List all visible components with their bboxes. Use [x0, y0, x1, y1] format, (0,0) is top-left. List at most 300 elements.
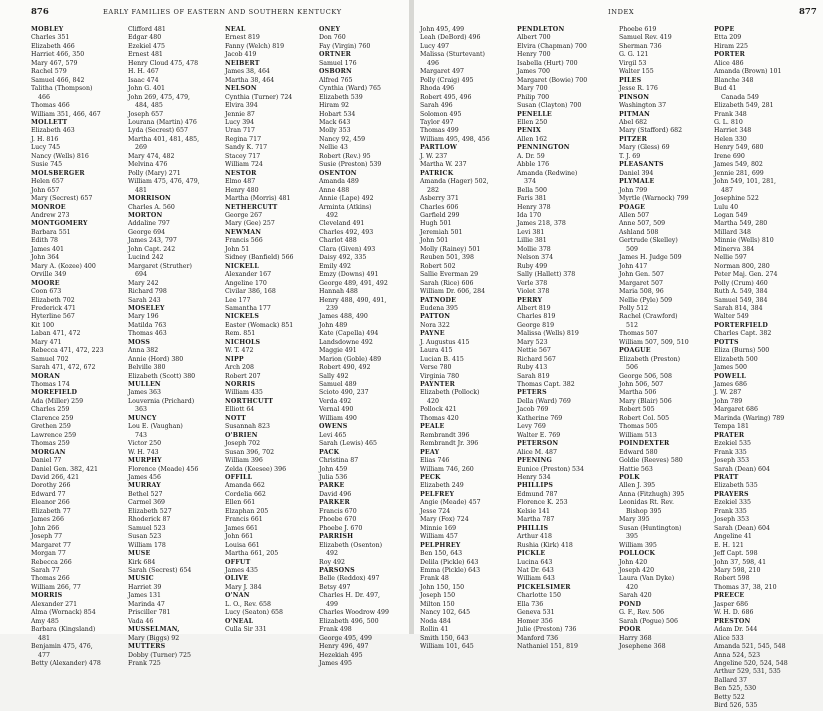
- index-entry: John 266: [31, 524, 60, 532]
- index-entry: Kelsie 141: [517, 507, 551, 515]
- index-surname-heading: NIPP: [225, 355, 244, 363]
- index-surname-heading: O'NAN: [225, 592, 250, 600]
- index-surname-heading: PARKE: [319, 482, 345, 490]
- index-surname-heading: MULLEN: [128, 381, 161, 389]
- index-entry: Sarah (Rice) 606: [420, 279, 474, 287]
- index-entry: William 495, 498, 456: [420, 135, 490, 143]
- right-page-number: 877: [799, 7, 817, 17]
- index-entry: William 351, 466, 467: [31, 110, 101, 118]
- index-entry: Anna 524, 523: [714, 651, 761, 659]
- right-page-header: [414, 7, 823, 19]
- index-surname-heading: MUSIC: [128, 575, 154, 583]
- index-entry: Norman 800, 280: [714, 262, 770, 270]
- index-entry: Sidney (Banfield) 566: [225, 254, 294, 262]
- index-entry: Kit 100: [31, 321, 55, 329]
- index-entry: William 435: [225, 389, 263, 397]
- index-entry: Arminta (Atkins): [319, 203, 372, 211]
- index-entry: James 218, 378: [517, 220, 566, 228]
- index-entry: George 694: [128, 228, 166, 236]
- index-entry: Margaret 497: [420, 68, 464, 76]
- index-entry: Thomas 266: [31, 575, 70, 583]
- index-entry: Robert 490, 492: [319, 364, 371, 372]
- index-entry: John 495, 499: [420, 26, 465, 33]
- index-entry: Isabella (Hurt) 700: [517, 59, 578, 67]
- index-entry: Noda 484: [420, 617, 451, 625]
- index-entry: Hiram 92: [319, 102, 350, 110]
- index-entry: Frank 498: [319, 626, 352, 634]
- index-entry: Kate (Capella) 494: [319, 330, 379, 338]
- index-entry: James 131: [128, 592, 161, 600]
- index-surname-heading: NEIBERT: [225, 59, 260, 67]
- index-surname-heading: PLYMALE: [619, 178, 655, 186]
- index-surname-heading: OLIVE: [225, 575, 249, 583]
- index-entry: Elizabeth 500: [714, 355, 758, 363]
- index-entry: Rushia (Kirk) 418: [517, 541, 573, 549]
- index-entry: Belville 380: [128, 364, 166, 372]
- index-entry-continuation: 509: [626, 245, 638, 253]
- index-entry: Charles H. Dr. 497,: [319, 592, 381, 600]
- index-entry: Benjamin 475, 476,: [31, 643, 93, 651]
- index-entry: Charles A. 560: [128, 203, 175, 211]
- index-entry: Allen 507: [619, 211, 650, 219]
- index-surname-heading: NESTOR: [225, 169, 257, 177]
- index-entry: Smith 150, 643: [420, 634, 469, 642]
- index-entry: Stacey 717: [225, 152, 261, 160]
- index-entry: Elizabeth 496, 500: [319, 617, 379, 625]
- index-surname-heading: NICKELS: [225, 313, 260, 321]
- left-page-header: [0, 7, 409, 19]
- index-entry: Sarah 814, 384: [714, 304, 763, 312]
- index-entry: Frederick 471: [31, 304, 76, 312]
- index-entry: Mary 242: [128, 279, 159, 287]
- index-entry: Bud 41: [714, 85, 737, 93]
- index-entry: Mary (Stafford) 682: [619, 127, 683, 135]
- index-entry: W. H. 743: [128, 448, 159, 456]
- index-surname-heading: PFENING: [517, 457, 552, 465]
- index-surname-heading: PILES: [619, 76, 642, 84]
- index-entry: Frank 48: [420, 575, 449, 583]
- index-entry: Ella 736: [517, 600, 544, 608]
- index-entry: Don 760: [319, 34, 346, 42]
- index-entry: Lulu 40: [714, 203, 739, 211]
- index-entry: Elizabeth 549, 281: [714, 102, 774, 110]
- index-entry: John 506, 507: [619, 381, 664, 389]
- index-entry: Adam Dr. 544: [714, 626, 758, 634]
- index-surname-heading: MUSE: [128, 550, 151, 558]
- index-entry: Levi 381: [517, 228, 545, 236]
- index-entry: John G. 401: [128, 85, 165, 93]
- index-entry-continuation: 477: [38, 651, 50, 659]
- index-entry: Lucina 643: [517, 558, 553, 566]
- index-entry: William Dr. 606, 284: [420, 288, 486, 296]
- index-entry: Martha 401, 481, 485,: [128, 135, 200, 143]
- index-entry: Henry 549, 680: [714, 144, 764, 152]
- index-surname-heading: OSBORN: [319, 68, 352, 76]
- left-running-head: EARLY FAMILIES OF EASTERN AND SOUTHERN KENTUCKY: [103, 8, 342, 16]
- index-surname-heading: OSENTON: [319, 169, 357, 177]
- index-entry: Amanda (Redwine): [517, 169, 578, 177]
- index-entry: Margaret (Struther): [128, 262, 192, 270]
- index-entry: Albert 819: [517, 304, 551, 312]
- index-surname-heading: PREECE: [714, 592, 745, 600]
- index-surname-heading: PETERS: [517, 389, 547, 397]
- index-entry: Ezekiel 335: [714, 499, 751, 507]
- index-entry: Robert (Rev.) 95: [319, 152, 371, 160]
- index-entry: Abble 176: [517, 161, 550, 169]
- index-entry: Thomas 420: [420, 414, 459, 422]
- index-entry: Marinda (Waring) 789: [714, 414, 785, 422]
- index-entry: Elias 746: [420, 457, 450, 465]
- index-entry: Ada (Miller) 259: [31, 397, 84, 405]
- index-entry: G. G. 121: [619, 51, 649, 59]
- index-surname-heading: PECK: [420, 474, 441, 482]
- index-entry: Faris 381: [517, 195, 547, 203]
- index-entry: James 549, 802: [714, 161, 763, 169]
- index-entry: Lucy 394: [225, 118, 255, 126]
- index-entry: Emzy (Downs) 491: [319, 271, 379, 279]
- index-entry: A. Dr. 59: [517, 152, 545, 160]
- index-entry: Samuel 702: [31, 355, 69, 363]
- index-entry: Samuel 549, 384: [714, 296, 768, 304]
- index-entry: Roy 492: [319, 558, 345, 566]
- right-index-column-1: [420, 26, 512, 651]
- index-entry: Verse 780: [420, 364, 452, 372]
- index-entry: Mollie 378: [517, 245, 551, 253]
- index-entry: L. O., Rev. 658: [225, 600, 271, 608]
- index-entry-continuation: 420: [427, 397, 439, 405]
- index-entry: Anna (Fitzhugh) 395: [619, 490, 685, 498]
- index-entry: Thomas 37, 38, 210: [714, 583, 777, 591]
- index-surname-heading: MUNCY: [128, 414, 157, 422]
- index-entry-continuation: 694: [135, 271, 147, 279]
- left-page: [0, 0, 409, 667]
- index-entry: Alexander 271: [31, 600, 78, 608]
- index-entry: Alma (Wornack) 854: [31, 609, 96, 617]
- index-entry: Annie (Hord) 380: [128, 355, 184, 363]
- index-entry: Levi 465: [319, 431, 347, 439]
- index-entry: Mary (Blair) 506: [619, 397, 672, 405]
- index-surname-heading: MORAN: [31, 372, 61, 380]
- index-entry: Andrew 273: [31, 211, 70, 219]
- index-entry: Sarah (Dean) 604: [714, 465, 770, 473]
- index-entry: Rebecca 471, 472, 223: [31, 347, 104, 355]
- index-entry: Kirk 684: [128, 558, 156, 566]
- index-entry: Elizabeth (Preston): [619, 355, 681, 363]
- index-entry: Hattie 563: [619, 465, 653, 473]
- index-entry: Martha (Morris) 481: [225, 195, 291, 203]
- index-entry: John 364: [31, 254, 60, 262]
- index-entry: Mary 523: [517, 338, 548, 346]
- index-entry: Levy 769: [517, 423, 546, 431]
- index-entry: Hyterline 567: [31, 313, 75, 321]
- index-surname-heading: NETHERCUTT: [225, 203, 278, 211]
- index-entry: James 488, 490: [319, 313, 368, 321]
- index-entry: Bella 500: [517, 186, 547, 194]
- index-entry: Angie (Meade) 457: [420, 499, 481, 507]
- index-entry: George 267: [225, 211, 263, 219]
- index-entry-continuation: 481: [38, 634, 50, 642]
- index-entry: Rachel (Crawford): [619, 313, 678, 321]
- index-surname-heading: MOSS: [128, 338, 151, 346]
- index-entry: H. H. 467: [128, 68, 159, 76]
- index-entry: James 363: [128, 389, 161, 397]
- index-entry: Mary (Fox) 724: [420, 516, 469, 524]
- index-entry: Laban 471, 472: [31, 330, 81, 338]
- index-entry: Laura 415: [420, 347, 453, 355]
- index-entry: Walter 549: [714, 313, 749, 321]
- index-entry: William 513: [619, 431, 657, 439]
- index-entry: Jeff Capt. 598: [714, 550, 758, 558]
- index-entry: Lucy 745: [31, 144, 61, 152]
- index-entry: Martha 661, 205: [225, 550, 279, 558]
- index-entry: David 266, 421: [31, 474, 80, 482]
- index-entry: Ernest 819: [225, 34, 260, 42]
- index-entry: Charles 492, 493: [319, 228, 374, 236]
- index-entry: Angeline 41: [714, 533, 752, 541]
- index-entry: Jeremiah 501: [420, 228, 463, 236]
- index-entry: Amanda 662: [225, 482, 265, 490]
- index-entry: Sarah (Lewis) 465: [319, 440, 377, 448]
- index-entry: Ashland 508: [619, 228, 659, 236]
- index-entry: Susie (Preston) 539: [319, 161, 382, 169]
- index-surname-heading: PATRICK: [420, 169, 454, 177]
- index-entry: Daniel Gen. 382, 421: [31, 465, 98, 473]
- index-entry: Betsy 497: [319, 583, 351, 591]
- index-entry: Margaret (Bowie) 700: [517, 76, 588, 84]
- index-entry: Charlotte 150: [517, 592, 561, 600]
- index-entry-continuation: 743: [135, 431, 147, 439]
- index-surname-heading: O'BRIEN: [225, 431, 258, 439]
- index-entry: John 661: [225, 533, 254, 541]
- index-surname-heading: PATTON: [420, 313, 451, 321]
- index-entry: Joseph 702: [225, 440, 261, 448]
- index-surname-heading: PACK: [319, 448, 340, 456]
- index-entry: Martha 549, 280: [714, 220, 768, 228]
- index-surname-heading: PETERSON: [517, 440, 559, 448]
- index-entry: Landsdowne 492: [319, 338, 373, 346]
- index-entry: Alexander 167: [225, 271, 272, 279]
- index-entry: Ezekiel 475: [128, 42, 165, 50]
- index-entry: James 456: [128, 474, 161, 482]
- index-entry: Mary J. 384: [225, 583, 262, 591]
- index-entry-continuation: Canada 549: [721, 93, 759, 101]
- index-entry: Charles Woodrow 499: [319, 609, 389, 617]
- index-entry: Susan (Clayton) 700: [517, 102, 582, 110]
- index-entry: Sarah 496: [420, 102, 453, 110]
- index-entry: Rebecca 266: [31, 558, 72, 566]
- left-index-column-2: [128, 26, 218, 667]
- index-entry: Florence (Meade) 456: [128, 465, 199, 473]
- index-entry: Lucind 242: [128, 254, 164, 262]
- index-entry: Virginia 780: [420, 372, 460, 380]
- index-entry: Dobby (Turner) 725: [128, 651, 191, 659]
- index-entry: Phoebe 619: [619, 26, 657, 33]
- index-entry: Walter E. 769: [517, 431, 561, 439]
- index-entry: Matilda 763: [128, 321, 167, 329]
- index-entry: Nelson 374: [517, 254, 554, 262]
- index-entry: William 457: [420, 533, 458, 541]
- index-entry: Virgil 53: [619, 59, 647, 67]
- index-entry: Julia 536: [319, 474, 348, 482]
- index-entry: Elliott 64: [225, 406, 255, 414]
- index-entry: Nathaniel 151, 819: [517, 643, 578, 651]
- index-entry: Tempa 181: [714, 423, 749, 431]
- index-surname-heading: POLK: [619, 474, 640, 482]
- index-entry: Verle 378: [517, 279, 548, 287]
- index-entry: Uran 717: [225, 127, 255, 135]
- index-entry: Nellie (Pyle) 509: [619, 296, 673, 304]
- index-entry: Henry 480: [225, 186, 259, 194]
- index-entry: Mary 196: [128, 313, 159, 321]
- index-entry: James 686: [714, 381, 747, 389]
- index-surname-heading: PENDLETON: [517, 26, 565, 33]
- index-entry: Rem. 851: [225, 330, 256, 338]
- index-entry: Clifford 481: [128, 26, 166, 33]
- index-entry: Jesse 724: [420, 507, 451, 515]
- index-entry: Gertrude (Skelley): [619, 237, 678, 245]
- index-entry: Reuben 501, 398: [420, 254, 474, 262]
- index-entry: William 395: [619, 541, 657, 549]
- index-surname-heading: PRESTON: [714, 617, 751, 625]
- index-entry: Mary 474, 482: [128, 152, 175, 160]
- index-entry: Martha 787: [517, 516, 555, 524]
- index-entry: Lucian B. 415: [420, 355, 464, 363]
- index-entry: Polly (Mary) 271: [128, 169, 181, 177]
- index-entry-continuation: Bishop 395: [626, 507, 662, 515]
- index-surname-heading: MUSSELMAN,: [128, 626, 180, 634]
- index-entry: Arch 208: [225, 364, 254, 372]
- index-entry: Manford 736: [517, 634, 559, 642]
- index-entry: Sarah 471, 472, 672: [31, 364, 96, 372]
- index-entry: Geneva 531: [517, 609, 555, 617]
- index-entry: William 178: [128, 541, 166, 549]
- index-entry: Martha 38, 464: [225, 76, 275, 84]
- index-entry: Edith 78: [31, 237, 59, 245]
- index-entry: George 506, 508: [619, 372, 672, 380]
- index-entry: Jesse R. 176: [619, 85, 658, 93]
- index-surname-heading: POPE: [714, 26, 735, 33]
- index-entry: Jennie 281, 699: [714, 169, 764, 177]
- index-surname-heading: NORTHCUTT: [225, 397, 274, 405]
- index-entry: Edgar 480: [128, 34, 162, 42]
- index-entry: Washington 37: [619, 102, 667, 110]
- index-entry: Susannah 823: [225, 423, 270, 431]
- index-entry-continuation: 363: [135, 406, 147, 414]
- index-surname-heading: PINSON: [619, 93, 650, 101]
- index-entry: Regina 717: [225, 135, 262, 143]
- index-entry: Anne 507, 509: [619, 220, 666, 228]
- index-entry: Charles 606: [420, 203, 459, 211]
- index-entry: Samuel 466, 842: [31, 76, 85, 84]
- index-entry: Amanda 521, 545, 548: [714, 643, 786, 651]
- index-entry: Elizabeth 77: [31, 507, 71, 515]
- index-entry: W. H. D. 686: [714, 609, 754, 617]
- index-entry: Helen 330: [714, 135, 747, 143]
- index-entry: Blanche 348: [714, 76, 754, 84]
- index-entry: Hiram 225: [714, 42, 749, 50]
- index-entry: Easter (Womack) 851: [225, 321, 294, 329]
- index-entry: Joseph 657: [128, 110, 164, 118]
- index-entry: Verda 492: [319, 397, 352, 405]
- index-surname-heading: PICKLE: [517, 550, 546, 558]
- index-entry: Elmo 487: [225, 178, 256, 186]
- left-index-column-1: [31, 26, 121, 667]
- index-entry: Peter Maj. Gen. 274: [714, 271, 778, 279]
- index-entry: Abel 682: [619, 118, 648, 126]
- index-entry: Bethel 527: [128, 490, 163, 498]
- index-entry: Thomas 259: [31, 440, 70, 448]
- index-surname-heading: PLEASANTS: [619, 161, 664, 169]
- index-surname-heading: PITMAN: [619, 110, 650, 118]
- index-entry: John 51: [225, 245, 250, 253]
- index-entry: William 643: [517, 575, 555, 583]
- index-entry: Albert 700: [517, 34, 551, 42]
- index-entry: Laura (Van Dyke): [619, 575, 675, 583]
- index-surname-heading: OWENS: [319, 423, 348, 431]
- index-entry: Minnie (Wells) 810: [714, 237, 774, 245]
- index-entry: Daniel 77: [31, 457, 62, 465]
- index-entry: Myrtle (Warnock) 799: [619, 195, 689, 203]
- index-surname-heading: NEAL: [225, 26, 246, 33]
- index-entry: James 401: [31, 245, 64, 253]
- index-entry: Sally 492: [319, 372, 349, 380]
- index-entry: Coon 673: [31, 288, 62, 296]
- index-surname-heading: PHILLIPS: [517, 482, 554, 490]
- index-entry: Elvira (Chapman) 700: [517, 42, 587, 50]
- index-entry: Lucy 497: [420, 42, 450, 50]
- index-entry: Mary 467, 579: [31, 59, 78, 67]
- index-entry: Ellen 661: [225, 499, 256, 507]
- index-entry: Ezekiel 535: [714, 440, 751, 448]
- index-surname-heading: PORTER: [714, 51, 746, 59]
- index-entry: James 500: [714, 364, 747, 372]
- index-entry: Alice 486: [714, 59, 744, 67]
- index-entry: Prisciller 781: [128, 609, 171, 617]
- index-entry: Grethen 259: [31, 423, 71, 431]
- index-surname-heading: PAYNTER: [420, 381, 455, 389]
- index-entry: Marion (Goble) 489: [319, 355, 382, 363]
- index-entry: Josephene 368: [619, 643, 666, 651]
- index-entry: John 501: [420, 237, 449, 245]
- index-entry: Rembrandt 396: [420, 431, 470, 439]
- index-surname-heading: O'NEAL: [225, 617, 254, 625]
- index-entry: Angeline 520, 524, 548: [714, 659, 788, 667]
- index-entry: Samuel 489: [319, 381, 357, 389]
- index-entry: Rembrandt Jr. 396: [420, 440, 479, 448]
- index-entry: Homer 356: [517, 617, 553, 625]
- index-entry-continuation: 487: [721, 186, 733, 194]
- index-entry: Ruby 413: [517, 364, 548, 372]
- index-entry: Goldie (Reeves) 580: [619, 457, 683, 465]
- index-entry: Henry 700: [517, 51, 551, 59]
- index-surname-heading: NELSON: [225, 85, 257, 93]
- index-entry-continuation: 499: [326, 600, 338, 608]
- index-entry: Sarah 420: [619, 592, 652, 600]
- index-entry: Sarah 243: [128, 296, 161, 304]
- index-entry-continuation: 395: [626, 533, 638, 541]
- index-entry: Charles 819: [517, 313, 556, 321]
- index-entry: Elizabeth 466: [31, 42, 75, 50]
- index-entry: Mary (Gless) 69: [619, 144, 670, 152]
- index-entry: Mary 471: [31, 338, 62, 346]
- index-entry: Martha 506: [619, 389, 657, 397]
- index-entry: Addaline 797: [128, 220, 170, 228]
- index-entry: Allen J. 395: [619, 482, 656, 490]
- index-entry: Julie (Preston) 736: [517, 626, 577, 634]
- index-surname-heading: MOSELEY: [128, 304, 165, 312]
- index-entry: Culla Sir 331: [225, 626, 267, 634]
- index-entry: Nora 322: [420, 321, 450, 329]
